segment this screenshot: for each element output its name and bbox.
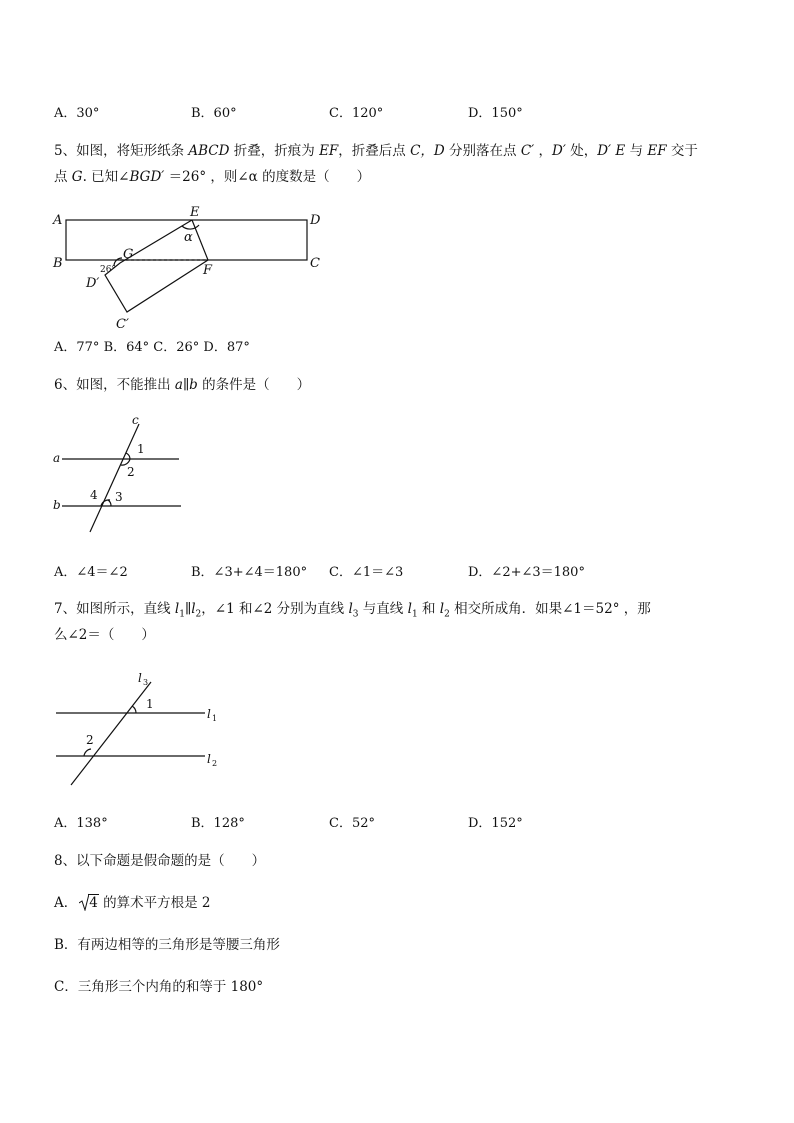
q8-option-c[interactable]: C．三角形三个内角的和等于 180° (54, 979, 264, 995)
q6-label-c: c (132, 413, 139, 427)
q4-option-c[interactable]: C．120° (329, 106, 384, 121)
q7-text: ，∠1 和∠2 分别为直线 (201, 601, 349, 617)
q5-text: ，折叠后点 (338, 143, 411, 159)
q6-label-4: 4 (90, 488, 98, 502)
q5-text: 折叠，折痕为 (229, 143, 320, 159)
q7-figure (48, 668, 238, 794)
q5-label-b: B (53, 256, 63, 271)
q5-stem-line2 (54, 164, 370, 190)
q7-text: 相交所成角．如果∠1＝52° ，那 (449, 601, 651, 617)
q7-l1-sub: 1 (179, 609, 185, 620)
q5-alpha-arc (182, 225, 199, 229)
q7-l3: l (348, 601, 353, 617)
q6-label-3: 3 (115, 490, 123, 504)
q5-stem-line1 (54, 138, 698, 164)
q4-option-a[interactable]: A．30° (54, 106, 100, 121)
q4-option-b[interactable]: B．60° (191, 106, 237, 121)
q8-stem: 8、以下命题是假命题的是（ ） (54, 853, 266, 869)
q5-g-point: G (71, 169, 83, 185)
q7-arc-1 (132, 706, 136, 713)
q5-points: C，D (410, 143, 445, 159)
q7-option-a[interactable]: A．138° (54, 816, 108, 831)
q6-text: 的条件是（ ） (197, 377, 311, 393)
q5-c-prime: C′ (520, 143, 535, 159)
q7-label-l3: l (138, 671, 142, 685)
q5-angle-name: BGD′ (129, 169, 165, 185)
q5-d-prime: D′ (552, 143, 566, 159)
q6-arc-3 (108, 500, 111, 506)
q5-text: 交于 (666, 143, 698, 159)
q5-text: 与 (625, 143, 648, 159)
q7-label-1: 1 (146, 697, 154, 711)
q5-text: 5、如图，将矩形纸条 (54, 143, 189, 159)
q8-option-a-text: 的算术平方根是 2 (98, 895, 211, 911)
q5-text: . 已知∠ (82, 169, 130, 185)
q7-l2b-sub: 2 (444, 609, 450, 620)
q8-radicand: 4 (89, 895, 98, 911)
q7-text: 7、如图所示，直线 (54, 601, 175, 617)
q7-l1: l (174, 601, 180, 617)
q5-ef: EF (647, 143, 667, 159)
q5-label-d: D (310, 213, 321, 228)
q6-stem (54, 372, 310, 398)
q6-option-a[interactable]: A．∠4＝∠2 (54, 565, 128, 580)
q5-label-a: A (53, 213, 63, 228)
q7-l3-sub: 3 (352, 609, 359, 620)
q7-arc-2 (84, 749, 91, 756)
q7-label-l3-sub: 3 (143, 678, 149, 687)
q7-label-l1-sub: 1 (212, 714, 218, 723)
q7-parallel: ∥ (184, 601, 192, 617)
q5-fold-figure (48, 200, 338, 332)
q5-label-f: F (203, 263, 213, 278)
q7-text: 与直线 (358, 601, 408, 617)
q8-option-a[interactable] (54, 890, 211, 916)
q5-label-dprime: D′ (86, 276, 100, 291)
q7-l2-sub: 2 (195, 609, 202, 620)
q6-label-2: 2 (127, 465, 135, 479)
q7-label-l2: l (207, 752, 211, 766)
q6-figure (48, 412, 188, 538)
q5-label-cprime: C′ (116, 317, 129, 332)
q5-options[interactable]: A．77° B．64° C．26° D．87° (54, 340, 250, 355)
q7-stem-line2: 么∠2＝（ ） (54, 627, 155, 643)
q7-line-l3 (71, 682, 151, 785)
q6-option-d[interactable]: D．∠2+∠3＝180° (468, 565, 585, 580)
q7-option-c[interactable]: C．52° (329, 816, 375, 831)
q6-arc-1 (126, 453, 130, 459)
q7-l1b: l (407, 601, 412, 617)
q7-l2: l (191, 601, 196, 617)
q5-crease: EF (319, 143, 339, 159)
q5-text: ＝26° ，则∠α 的度数是（ ） (164, 169, 371, 185)
q5-rect-name: ABCD (188, 143, 230, 159)
q7-l1b-sub: 1 (411, 609, 418, 620)
q7-label-2: 2 (86, 733, 94, 747)
q6-label-a: a (53, 451, 61, 465)
q5-text: 处， (565, 143, 598, 159)
q7-option-d[interactable]: D．152° (468, 816, 523, 831)
q5-text: 分别落在点 (444, 143, 521, 159)
q6-label-1: 1 (137, 442, 145, 456)
q4-option-d[interactable]: D．150° (468, 106, 523, 121)
q5-text: 点 (54, 169, 72, 185)
q8-option-b[interactable]: B．有两边相等的三角形是等腰三角形 (54, 937, 280, 953)
q7-text: 和 (417, 601, 440, 617)
q5-label-26: 26° (100, 265, 116, 275)
q6-text: 6、如图，不能推出 (54, 377, 175, 393)
q7-l2b: l (439, 601, 445, 617)
q6-relation: a∥b (174, 377, 198, 393)
q7-option-b[interactable]: B．128° (191, 816, 245, 831)
q6-option-c[interactable]: C．∠1＝∠3 (329, 565, 404, 580)
q5-label-e: E (190, 205, 200, 220)
q6-label-b: b (53, 498, 61, 512)
q5-label-alpha: α (184, 230, 193, 245)
q7-label-l1: l (207, 707, 211, 721)
q5-dprime-e: D′ E (597, 143, 626, 159)
q8-option-a-label: A． (54, 895, 78, 911)
q6-option-b[interactable]: B．∠3+∠4＝180° (191, 565, 308, 580)
q7-label-l2-sub: 2 (212, 759, 218, 768)
sqrt-symbol (79, 890, 99, 916)
q5-label-g: G (123, 247, 134, 262)
radical-sign-icon (79, 893, 89, 911)
q5-text: ， (534, 143, 553, 159)
q5-label-c: C (310, 256, 320, 271)
